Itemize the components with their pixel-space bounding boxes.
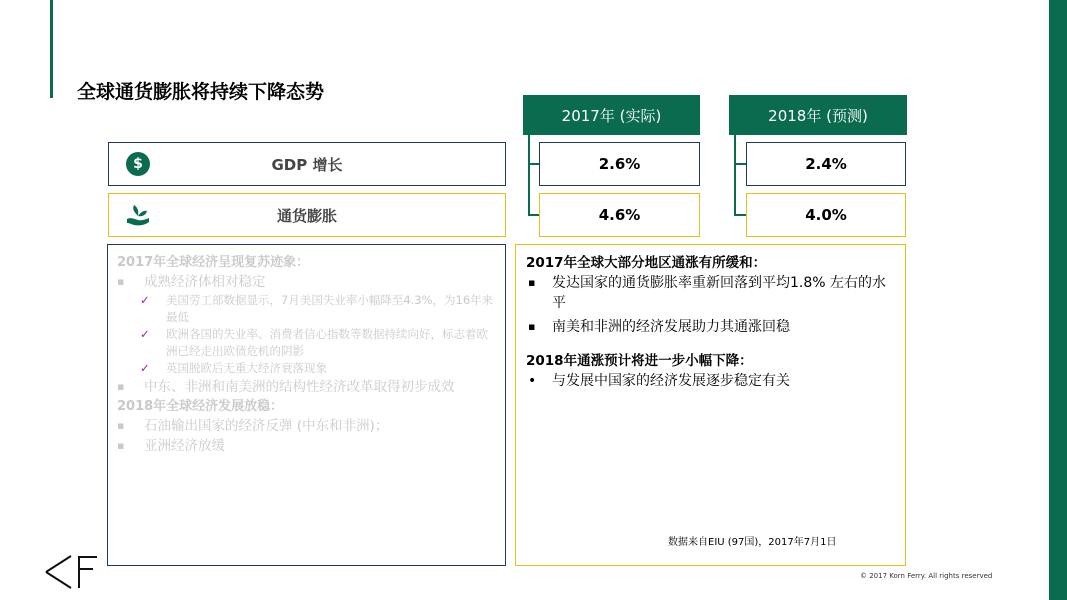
panel-heading: 2017年全球经济呈现复苏迹象： bbox=[117, 255, 310, 270]
column-header-2018: 2018年 (预测) bbox=[729, 95, 907, 135]
accent-bar-left bbox=[50, 0, 53, 98]
gdp-2018-value: 2.4% bbox=[746, 142, 906, 186]
check-item: ✓ 美国劳工部数据显示，7月美国失业率小幅降至4.3%，为16年来最低 bbox=[117, 292, 496, 326]
gdp-row-label bbox=[108, 142, 506, 186]
connector-2018-tick bbox=[734, 163, 746, 165]
gdp-2017-value: 2.6% bbox=[539, 142, 700, 186]
panel-heading: 2018年通涨预计将进一步小幅下降： bbox=[526, 353, 753, 369]
bullet-item: ▪ 成熟经济体相对稳定 bbox=[117, 272, 496, 292]
inflation-2017-value: 4.6% bbox=[539, 193, 700, 237]
dollar-icon: $ bbox=[126, 152, 150, 176]
panel-heading: 2018年全球经济发展放稳： bbox=[117, 399, 284, 414]
row-label-text: 通货膨胀 bbox=[276, 206, 337, 225]
bullet-item: ▪ 南美和非洲的经济发展助力其通涨回稳 bbox=[526, 317, 895, 337]
page-title: 全球通货膨胀将持续下降态势 bbox=[77, 81, 325, 103]
connector-2017-tick bbox=[528, 163, 539, 165]
hand-plant-icon bbox=[124, 200, 152, 228]
inflation-2018-value: 4.0% bbox=[746, 193, 906, 237]
bullet-item: ▪ 亚洲经济放缓 bbox=[117, 436, 496, 456]
inflation-row-label bbox=[108, 193, 506, 237]
copyright: © 2017 Korn Ferry. All rights reserved bbox=[860, 572, 993, 580]
row-label-text: GDP 增长 bbox=[271, 155, 343, 174]
accent-bar-right bbox=[1049, 0, 1067, 600]
bullet-item: ▪ 石油输出国家的经济反弹 (中东和非洲)； bbox=[117, 416, 496, 436]
check-item: ✓ 欧洲各国的失业率、消费者信心指数等数据持续向好，标志着欧洲已经走出欧债危机的阴影 bbox=[117, 326, 496, 360]
bullet-item: • 与发展中国家的经济发展逐步稳定有关 bbox=[526, 371, 895, 391]
inflation-outlook-panel bbox=[515, 244, 906, 566]
panel-heading: 2017年全球大部分地区通涨有所缓和： bbox=[526, 255, 767, 271]
connector-2018 bbox=[734, 135, 746, 216]
check-item: ✓ 英国脱欧后无重大经济衰落现象 bbox=[117, 360, 496, 377]
source-note: 数据来自EIU (97国)，2017年7月1日 bbox=[668, 537, 837, 548]
economy-outlook-panel bbox=[107, 244, 506, 566]
bullet-item: ▪ 发达国家的通货膨胀率重新回落到平均1.8% 左右的水平 bbox=[526, 273, 895, 313]
logo-k-icon bbox=[44, 555, 72, 589]
column-header-2017: 2017年 (实际) bbox=[523, 95, 700, 135]
bullet-item: ▪ 中东、非洲和南美洲的结构性经济改革取得初步成效 bbox=[117, 377, 496, 397]
logo-f-icon bbox=[77, 555, 99, 589]
connector-2017 bbox=[528, 135, 539, 216]
